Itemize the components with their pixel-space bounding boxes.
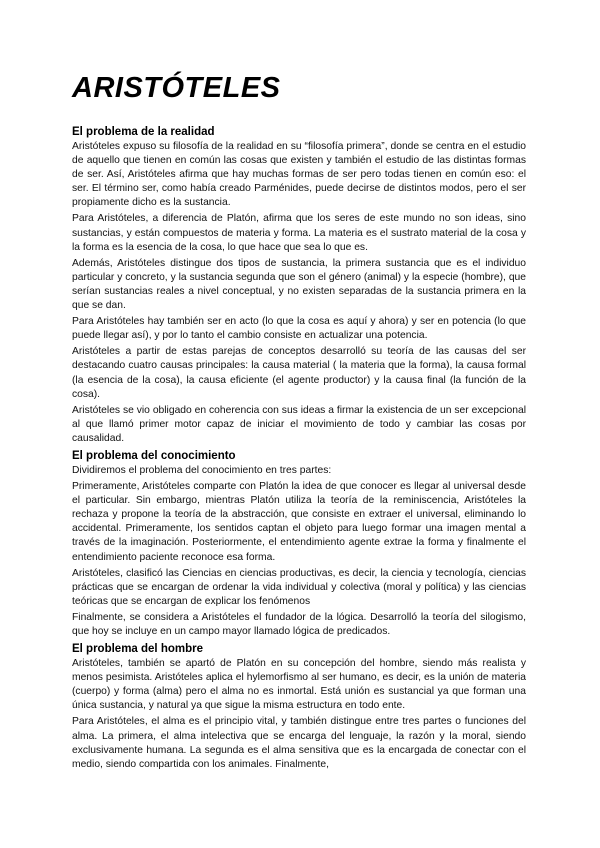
section-hombre (72, 641, 526, 772)
section-conocimiento (72, 448, 526, 639)
section-realidad (72, 124, 526, 446)
paragraph: Aristóteles, clasificó las Ciencias en ciencias productivas, es decir, la ciencia y tecnología, ciencias prácticas que se encargan de ordenar la vida individual y colectiva (moral y política) y las ciencias teóricas que se encargan de explicar los fenómenos (72, 567, 526, 607)
paragraph: Además, Aristóteles distingue dos tipos de sustancia, la primera sustancia que es el individuo particular y concreto, y la sustancia segunda que son el género (animal) y la especie (hombre), que serían sustancias reales a nivel conceptual, y no existen separadas de la sustancia primera en la que se dan. (72, 257, 526, 312)
paragraph: Finalmente, se considera a Aristóteles el fundador de la lógica. Desarrolló la teoría del silogismo, que hoy se incluye en un campo mayor llamado lógica de predicados. (72, 611, 526, 637)
paragraph: Dividiremos el problema del conocimiento en tres partes: (72, 464, 332, 476)
paragraph: Primeramente, Aristóteles comparte con Platón la idea de que conocer es llegar al universal desde el particular. Sin embargo, mientras Platón utiliza la teoría de la reminiscencia, Aristóteles la rechaza y propone la teoría de la abstracción, que consiste en extraer el universal, eliminando lo accidental. Primeramente, los sentidos captan el objeto para luego formar una imagen mental a través de la imaginación. Posteriormente, el entendimiento agente extrae la forma y finalmente el entendimiento paciente reconoce esa forma. (72, 481, 526, 563)
document-body (72, 124, 526, 772)
document-title: ARISTÓTELES (72, 72, 281, 104)
section-heading: El problema de la realidad (72, 126, 215, 138)
paragraph: Aristóteles se vio obligado en coherencia con sus ideas a firmar la existencia de un ser excepcional al que llamó primer motor capaz de iniciar el movimiento de todo y cambiar las cosas por causalidad. (72, 404, 526, 444)
paragraph: Para Aristóteles hay también ser en acto (lo que la cosa es aquí y ahora) y ser en potencia (lo que puede llegar así), y por lo tanto el cambio consiste en actualizar una potencia. (72, 316, 526, 342)
paragraph: Para Aristóteles, a diferencia de Platón, afirma que los seres de este mundo no son ideas, sino sustancias, y están compuestos de materia y forma. La materia es el sustrato material de la cosa y la forma es la esencia de la cosa, lo que hace que sea lo que es. (72, 213, 526, 253)
section-heading: El problema del hombre (72, 643, 203, 656)
paragraph: Aristóteles a partir de estas parejas de conceptos desarrolló su teoría de las causas del ser destacando cuatro causas principales: la causa material ( la materia que la forma), la causa formal (la esencia de la cosa), la causa eficiente (el agente productor) y la causa final (la función de la cosa). (72, 346, 526, 400)
section-heading: El problema del conocimiento (72, 449, 236, 462)
paragraph: Aristóteles, también se apartó de Platón en su concepción del hombre, siendo más realista y menos pesimista. Aristóteles aplica el hylemorfismo al ser humano, es decir, es la unión de materia (cuerpo) y forma (alma) pero el alma no es inmortal. Está unión es sustancial ya que forman una única sustancia, y natural ya que sigue la misma estructura en todo ente. (72, 658, 526, 712)
paragraph: Aristóteles expuso su filosofía de la realidad en su “filosofía primera”, donde se centra en el estudio de aquello que tienen en común las cosas que existen y también el estudio de las distintas formas de ser. Así, Aristóteles afirma que hay muchas formas de ser pero todas tienen en común eso: el ser. El término ser, como había creado Parménides, puede decirse de distintos modos, pero el ser propiamente dicho es la sustancia. (72, 141, 526, 209)
paragraph: Para Aristóteles, el alma es el principio vital, y también distingue entre tres partes o funciones del alma. La primera, el alma intelectiva que se encarga del lenguaje, la razón y la moral, siendo exclusivamente humana. La segunda es el alma sensitiva que es la encargada de conectar con el medio, siendo compartida con los animales. Finalmente, (72, 716, 526, 770)
